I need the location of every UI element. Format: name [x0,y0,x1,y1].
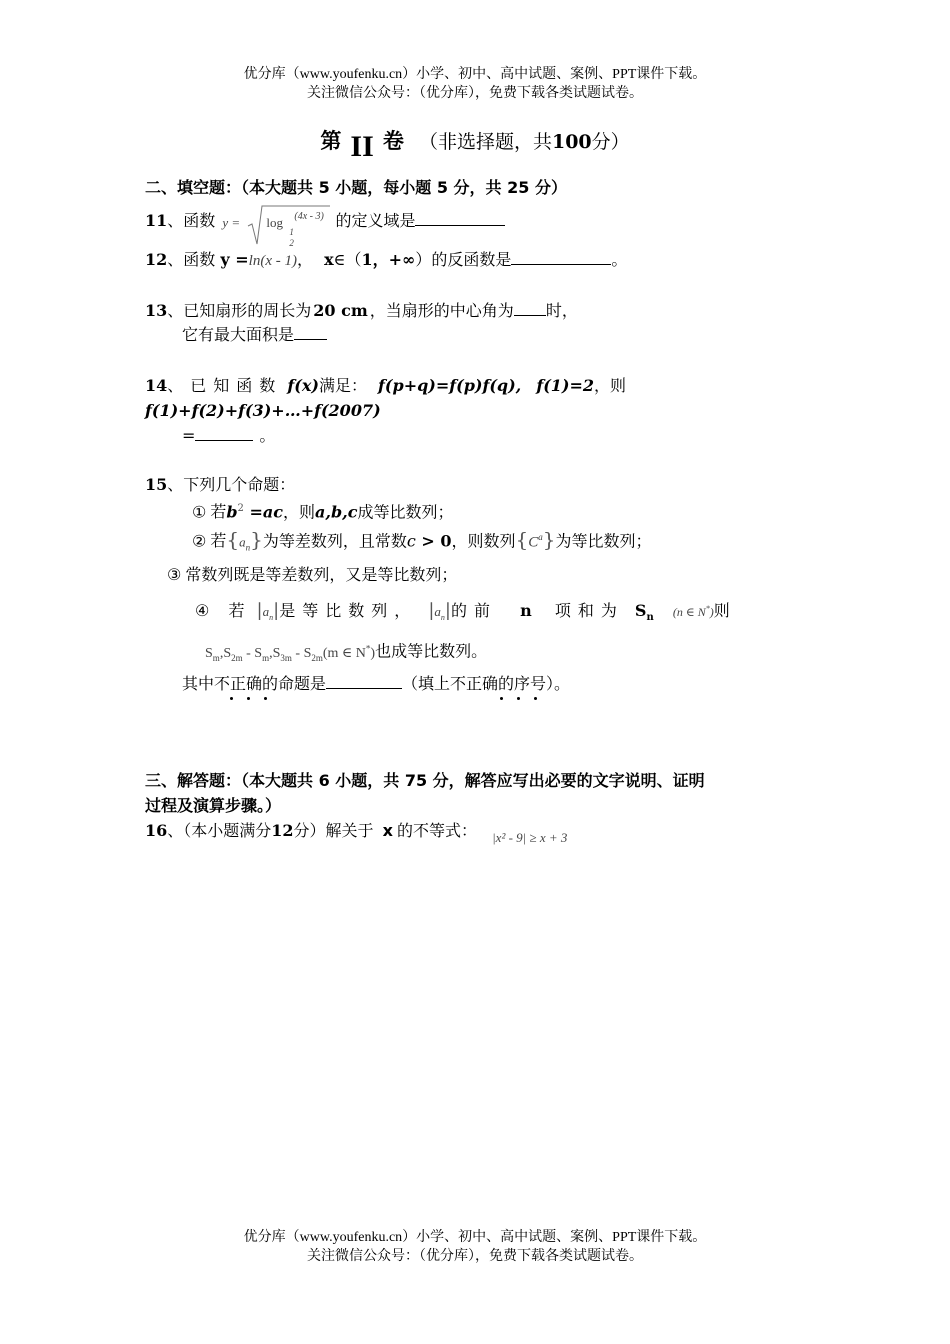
emphasis-dot [230,697,233,700]
section-3-heading-2: 过程及演算步骤。） [145,796,282,815]
header-line-1: 优分库（www.youfenku.cn）小学、初中、高中试题、案例、PPT课件下载。 [243,67,707,82]
q11-number: 11 [145,211,168,230]
q11-text-2: 的定义域是 [335,211,416,230]
question-14-answer: = 。 [182,426,276,445]
emphasis-dot [534,697,537,700]
header-line-2: 关注微信公众号：（优分库），免费下载各类试题试卷。 [307,86,643,101]
footer-line-1: 优分库（www.youfenku.cn）小学、初中、高中试题、案例、PPT课件下载。 [243,1230,707,1245]
q14-answer-blank[interactable] [195,426,253,441]
question-12: 12、函数 y =ln(x - 1)， x∈（1，+∞）的反函数是 。 [145,250,628,269]
q15-answer-blank[interactable] [326,674,402,689]
title-suffix: 卷 [382,129,404,153]
q11-text: 、函数 [167,211,216,230]
question-14-sum: f(1)+f(2)+f(3)+…+f(2007) [145,401,381,420]
title-unit: 分） [591,131,630,153]
question-14: 14、已知函数 f(x)满足： f(p+q)=f(p)f(q), f(1)=2，则 [145,376,627,395]
proposition-3: ③ 常数列既是等差数列，又是等比数列； [167,565,458,584]
section-3-heading: 三、解答题：（本大题共 6 小题，共 75 分，解答应写出必要的文字说明、证明 [145,771,705,790]
question-15: 15、下列几个命题： [145,475,296,494]
emphasis-dot [264,697,267,700]
q16-inequality: |x² - 9| ≥ x + 3 [492,830,568,845]
section-2-heading: 二、填空题：（本大题共 5 小题，每小题 5 分，共 25 分） [145,178,567,197]
q13-area-blank[interactable] [294,325,327,340]
question-13: 13、已知扇形的周长为 20 cm ，当扇形的中心角为 时， [145,301,578,320]
title-prefix: 第 [320,129,342,153]
emphasis-dot [247,697,250,700]
question-16: 16、（本小题满分12分）解关于 x 的不等式： $_{|x^2 - 9| \ge x + 3}$ [145,821,568,845]
emphasis-dot [517,697,520,700]
q12-answer-blank[interactable] [511,250,611,265]
emphasis-dot [500,697,503,700]
proposition-2: ② 若$\{a_n\}$为等差数列，且常数c > 0，则数列$\{C^a\}$为等比数列； [192,527,652,553]
proposition-4: ④ 若 $|a_n|$是等比数列， $|a_n|$的前 n 项和为 $S_n$ (n ∈ N*)则 [195,600,730,624]
title-roman: II [350,130,374,163]
title-score: 100 [551,131,592,153]
question-15-closing: 其中不正确的命题是 （填上不正确的序号）。 [182,674,571,693]
title-sub: （非选择题，共 [418,131,552,153]
footer-line-2: 关注微信公众号：（优分库），免费下载各类试题试卷。 [307,1249,643,1264]
q11-formula: y = log (4x - 3) 1 2 [220,212,330,232]
q13-angle-blank[interactable] [514,301,546,316]
proposition-1: ① 若$b^2 =ac$，则a,b,c成等比数列； [192,502,454,522]
proposition-4-line-2: $S_m,S_{2m} - S_m,S_{3m} - S_{2m}(m$ ∈ N*)也成等比数列。 [205,641,488,663]
page-title [0,122,950,163]
question-11 [145,210,505,250]
question-13-line-2: 它有最大面积是 [182,324,327,346]
q11-answer-blank[interactable] [415,211,505,226]
